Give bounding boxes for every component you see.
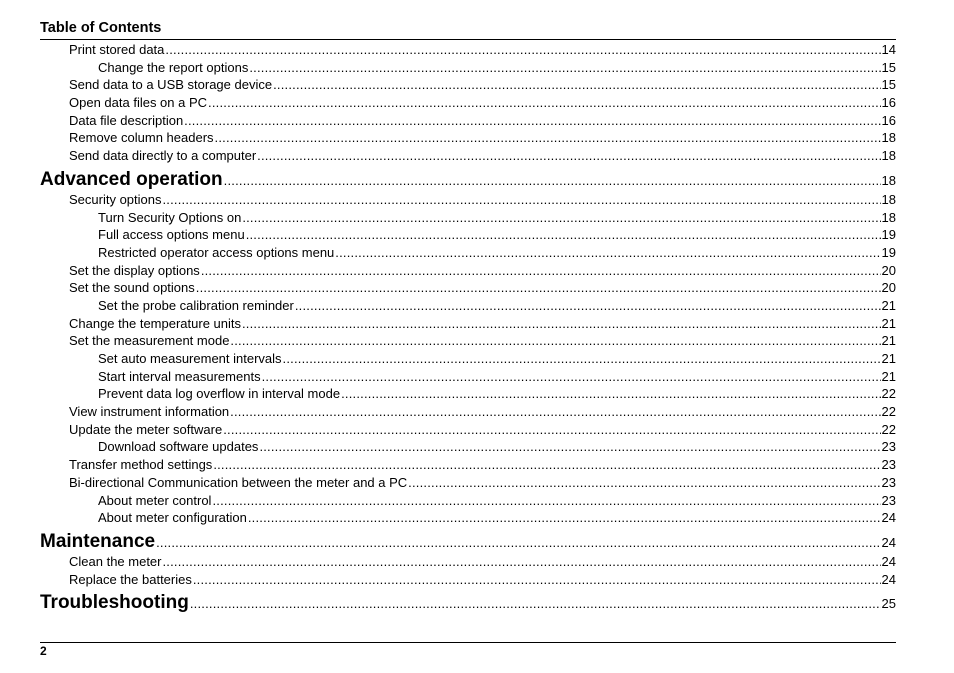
toc-entry-label: Advanced operation: [40, 168, 223, 190]
toc-entry-label: View instrument information: [69, 404, 230, 420]
toc-section-entry[interactable]: [40, 531, 896, 553]
toc-entry[interactable]: [40, 209, 896, 227]
toc-entry-page: 24: [881, 571, 896, 587]
dot-leader: [215, 129, 881, 147]
toc-entry-label: Prevent data log overflow in interval mode: [98, 386, 341, 402]
toc-entry[interactable]: [40, 76, 896, 94]
toc-entry-label: Bi-directional Communication between the meter and a PC: [69, 474, 408, 490]
dot-leader: [163, 553, 881, 571]
toc-entry-label: Full access options menu: [98, 227, 245, 243]
toc-entry[interactable]: [40, 368, 896, 386]
toc-entry-label: Set the display options: [69, 262, 200, 278]
dot-leader: [223, 421, 880, 439]
toc-title: Table of Contents: [40, 20, 162, 36]
toc-entry[interactable]: [40, 403, 896, 421]
dot-leader: [230, 332, 880, 350]
dot-leader: [295, 297, 881, 315]
toc-entry-page: 20: [881, 262, 896, 278]
toc-entry-label: Set the sound options: [69, 280, 195, 296]
toc-entry-label: Turn Security Options on: [98, 209, 242, 225]
dot-leader: [257, 147, 880, 165]
toc-entry-page: 19: [881, 244, 896, 260]
toc-entry[interactable]: [40, 59, 896, 77]
toc-entry-page: 20: [881, 280, 896, 296]
toc-entry-page: 23: [881, 492, 896, 508]
toc-entry-page: 14: [881, 42, 896, 57]
toc-entry-label: Troubleshooting: [40, 592, 189, 614]
toc-entry-label: Restricted operator access options menu: [98, 244, 335, 260]
toc-entry[interactable]: [40, 129, 896, 147]
toc-entry[interactable]: [40, 474, 896, 492]
toc-entry-page: 19: [881, 227, 896, 243]
toc-entry-page: 21: [881, 368, 896, 384]
dot-leader: [156, 532, 880, 554]
dot-leader: [283, 350, 881, 368]
toc-entry-label: Set the measurement mode: [69, 333, 230, 349]
toc-entry-page: 24: [881, 510, 896, 526]
toc-entry-label: Send data directly to a computer: [69, 148, 257, 164]
page-number: 2: [40, 644, 47, 658]
toc-entry-label: Download software updates: [98, 439, 259, 455]
toc-entry-label: Transfer method settings: [69, 457, 213, 473]
toc-entry[interactable]: [40, 421, 896, 439]
toc-entry-label: Data file description: [69, 112, 184, 128]
toc-entry[interactable]: [40, 492, 896, 510]
toc-entry-label: Remove column headers: [69, 130, 214, 146]
dot-leader: [213, 456, 880, 474]
page-header: [40, 20, 896, 40]
toc-entry-page: 23: [881, 457, 896, 473]
toc-entry[interactable]: [40, 553, 896, 571]
toc-entry[interactable]: [40, 509, 896, 527]
toc-entry-page: 18: [881, 191, 896, 207]
toc-entry-page: 18: [881, 148, 896, 164]
toc-entry[interactable]: [40, 350, 896, 368]
toc-entry-page: 21: [881, 315, 896, 331]
toc-entry-label: Set the probe calibration reminder: [98, 297, 294, 313]
toc-entry[interactable]: [40, 456, 896, 474]
toc-entry-label: Send data to a USB storage device: [69, 77, 273, 93]
toc-entry-label: Open data files on a PC: [69, 95, 208, 111]
dot-leader: [208, 94, 881, 112]
toc-entry[interactable]: [40, 279, 896, 297]
toc-entry-page: 24: [881, 534, 896, 550]
toc-entry[interactable]: [40, 385, 896, 403]
toc-entry-page: 21: [881, 351, 896, 366]
toc-entry-page: 21: [881, 297, 896, 313]
toc-entry-label: About meter configuration: [98, 510, 247, 526]
toc-entry[interactable]: [40, 226, 896, 244]
toc-entry-label: Print stored data: [69, 42, 165, 57]
toc-entry-page: 15: [881, 77, 896, 93]
dot-leader: [242, 209, 880, 227]
dot-leader: [165, 41, 880, 59]
dot-leader: [408, 474, 880, 492]
toc-entry[interactable]: [40, 244, 896, 262]
toc-entry-page: 18: [881, 209, 896, 225]
dot-leader: [248, 509, 881, 527]
toc-entry-label: Replace the batteries: [69, 571, 192, 587]
toc-entry[interactable]: [40, 41, 896, 59]
toc-entry-label: Update the meter software: [69, 421, 223, 437]
toc-entry-page: 24: [881, 553, 896, 569]
page-footer: [40, 642, 896, 658]
toc-entry-page: 18: [881, 172, 896, 188]
dot-leader: [184, 112, 880, 130]
toc-entry-label: Start interval measurements: [98, 368, 261, 384]
toc-entry-label: About meter control: [98, 492, 212, 508]
dot-leader: [242, 315, 881, 333]
dot-leader: [230, 403, 880, 421]
dot-leader: [259, 438, 880, 456]
dot-leader: [196, 279, 881, 297]
toc-entry[interactable]: [40, 315, 896, 333]
toc-entry-page: 21: [881, 333, 896, 349]
toc-entry-page: 22: [881, 404, 896, 420]
toc-entry[interactable]: [40, 571, 896, 589]
toc-entry[interactable]: [40, 147, 896, 165]
toc-entry-page: 22: [881, 386, 896, 402]
toc-entry-label: Change the report options: [98, 59, 249, 75]
dot-leader: [273, 76, 880, 94]
toc-entry-label: Maintenance: [40, 530, 156, 552]
dot-leader: [262, 368, 881, 386]
toc-entry-label: Security options: [69, 191, 162, 207]
toc-entry[interactable]: [40, 332, 896, 350]
toc-entry-label: Set auto measurement intervals: [98, 351, 282, 366]
toc-entry[interactable]: [40, 191, 896, 209]
toc-entry-page: 23: [881, 474, 896, 490]
dot-leader: [335, 244, 880, 262]
toc-entry[interactable]: [40, 112, 896, 130]
toc-entry-page: 16: [881, 112, 896, 128]
toc-entry[interactable]: [40, 438, 896, 456]
toc-entry-page: 23: [881, 439, 896, 455]
dot-leader: [190, 593, 881, 615]
toc-entry-page: 16: [881, 95, 896, 111]
dot-leader: [193, 571, 881, 589]
toc-entry-label: Change the temperature units: [69, 315, 241, 331]
toc-entry[interactable]: [40, 297, 896, 315]
toc-entry[interactable]: [40, 94, 896, 112]
dot-leader: [163, 191, 881, 209]
dot-leader: [212, 492, 880, 510]
toc-section-entry[interactable]: [40, 169, 896, 191]
toc-entry-page: 22: [881, 421, 896, 437]
dot-leader: [249, 59, 880, 77]
dot-leader: [246, 226, 881, 244]
toc-entry[interactable]: [40, 262, 896, 280]
toc-entry-page: 25: [881, 596, 896, 612]
toc-entry-page: 15: [881, 59, 896, 75]
dot-leader: [201, 262, 881, 280]
toc-list: [40, 41, 896, 614]
dot-leader: [224, 170, 881, 192]
toc-entry-label: Clean the meter: [69, 553, 162, 569]
toc-entry-page: 18: [881, 130, 896, 146]
dot-leader: [341, 385, 880, 403]
toc-section-entry[interactable]: [40, 592, 896, 614]
